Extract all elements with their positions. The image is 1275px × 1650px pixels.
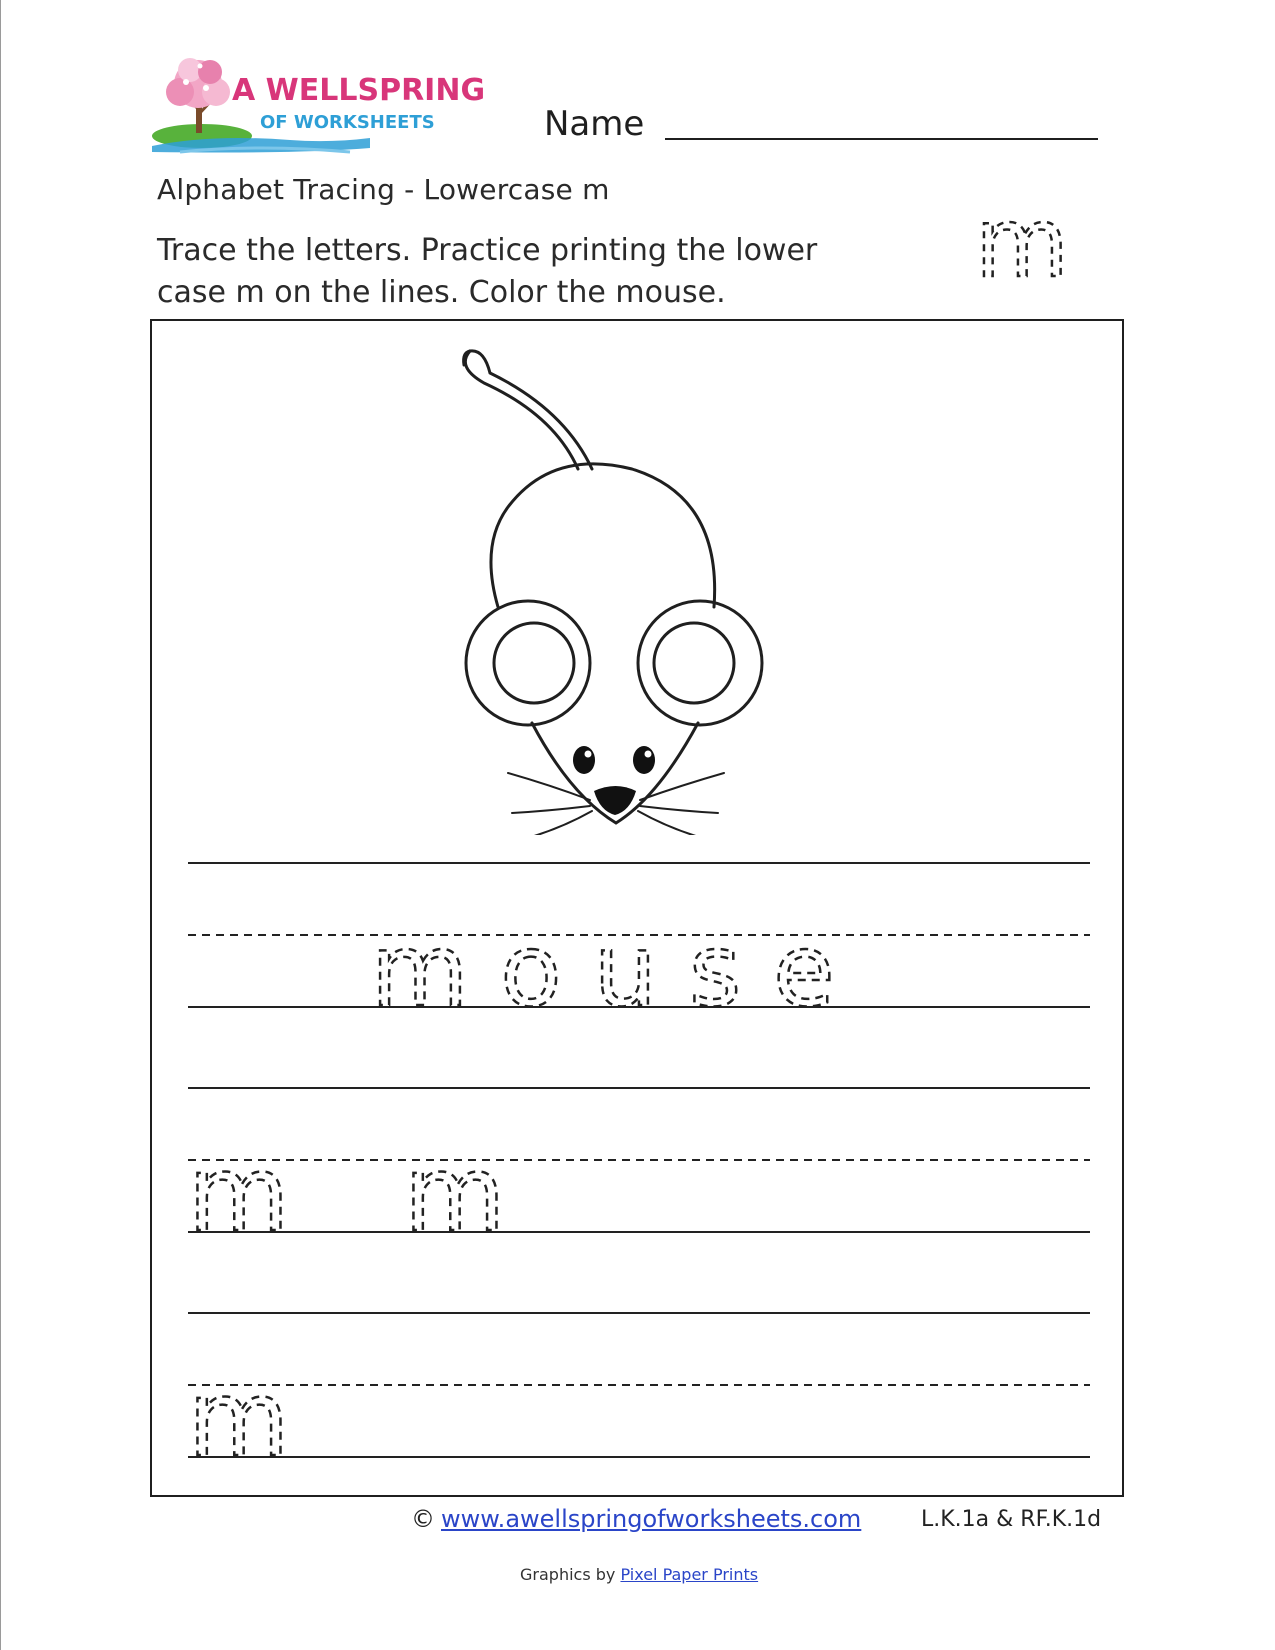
logo-text-line2: OF WORKSHEETS xyxy=(260,112,435,133)
credit-link[interactable]: Pixel Paper Prints xyxy=(620,1565,759,1584)
instructions xyxy=(157,230,917,314)
sample-letter xyxy=(960,218,1085,298)
instructions-line1: Trace the letters. Practice printing the lower xyxy=(157,233,818,268)
handwriting-lines xyxy=(186,855,1096,1475)
line-group-2 xyxy=(188,1088,1090,1232)
name-label: Name xyxy=(544,104,645,144)
mouse-illustration xyxy=(460,345,810,835)
logo-text-line1: A WELLSPRING xyxy=(232,73,486,108)
name-line[interactable] xyxy=(665,138,1098,140)
standards-code: L.K.1a & RF.K.1d xyxy=(921,1507,1102,1532)
page-title: Alphabet Tracing - Lowercase m xyxy=(157,173,610,206)
wellspring-logo xyxy=(150,48,500,158)
trace-word-mouse: mouse xyxy=(371,912,867,1029)
page-edge xyxy=(0,0,1,1650)
credit-prefix: Graphics by xyxy=(520,1565,616,1584)
footer-copyright xyxy=(411,1505,861,1533)
instructions-line2: case m on the lines. Color the mouse. xyxy=(157,275,726,310)
trace-letter-m-1: m xyxy=(188,1133,290,1255)
copyright-symbol: © xyxy=(411,1505,435,1533)
line-group-3 xyxy=(188,1313,1090,1457)
graphics-credit xyxy=(520,1565,758,1584)
trace-letter-m-2: m xyxy=(404,1133,506,1255)
sample-letter-glyph: m xyxy=(975,218,1069,298)
trace-letter-m-3: m xyxy=(188,1358,290,1475)
website-link[interactable]: www.awellspringofworksheets.com xyxy=(441,1505,862,1533)
